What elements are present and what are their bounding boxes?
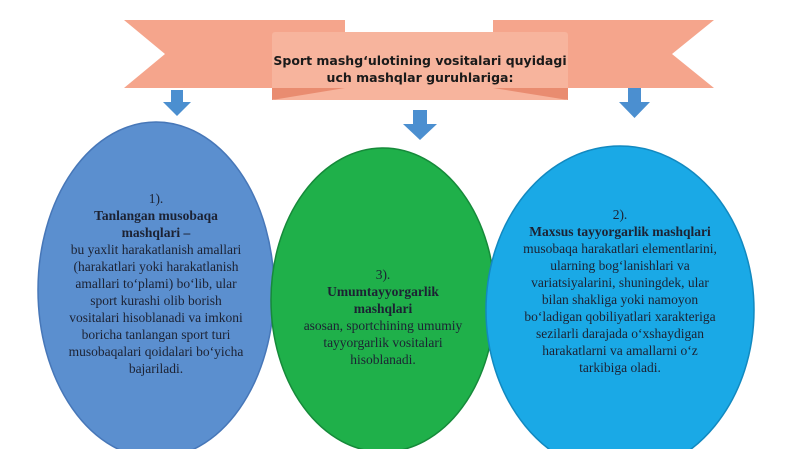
group-3-heading: Umumtayyorgarlik mashqlari — [327, 284, 439, 316]
group-3-number: 3). — [375, 267, 391, 282]
group-1-description: bu yaxlit harakatlanish amallari (harakatlari yoki harakatlanish amallari to‘plami) bo‘lib, ular sport kurashi olib borish vositalari hisoblanadi va imkoni boricha tanlangan sport turi musobaqalari qoidalari bo‘yicha bajariladi. — [68, 242, 244, 376]
group-2-description: musobaqa harakatlari elementlarini, ularning bog‘lanishlari va variatsiyalarini, shuningdek, ular bilan shakliga yoki namoyon bo‘ladigan qobiliyatlari xarakteriga sezilarli darajada o‘xshaydigan harakatlarni va amallarni o‘z tarkibiga oladi. — [523, 241, 717, 375]
group-2-number: 2). — [612, 207, 628, 222]
group-1-text — [66, 190, 246, 377]
arrow-right — [619, 88, 650, 118]
group-3-text — [303, 266, 463, 368]
group-2-text — [520, 206, 720, 376]
diagram-title: Sport mashg‘ulotining vositalari quyidagi uch mashqlar guruhlariga: — [273, 53, 567, 85]
group-3-description: asosan, sportchining umumiy tayyorgarlik vositalari hisoblanadi. — [303, 318, 463, 367]
group-1-heading: Tanlangan musobaqa mashqlari – — [94, 208, 218, 240]
arrow-center — [403, 110, 437, 140]
arrow-left — [163, 90, 191, 116]
group-1-number: 1). — [148, 191, 164, 206]
group-2-heading: Maxsus tayyorgarlik mashqlari — [529, 224, 711, 239]
